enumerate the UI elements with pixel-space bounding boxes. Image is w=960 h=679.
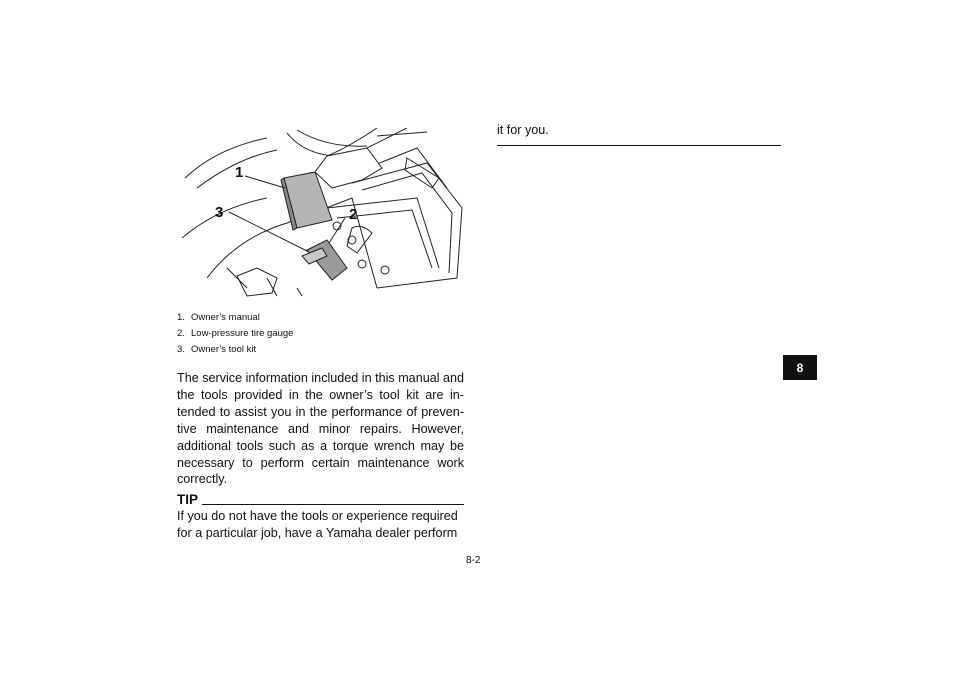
caption-number: 1. [177, 312, 185, 323]
callout-3: 3 [215, 204, 224, 221]
tip-rule [202, 504, 464, 505]
caption-item [177, 326, 293, 342]
body-paragraph: The service information included in this manual and the tools provided in the owner’s tool kit are in-tended to assist you in the performance of preven-tive maintenance and minor repairs. However, additional tools such as a torque wrench may be necessary to perform certain maintenance work correctly. [177, 371, 465, 487]
caption-text: Low-pressure tire gauge [191, 328, 294, 339]
tip-end-rule [497, 145, 781, 146]
caption-number: 3. [177, 344, 185, 355]
tip-label: TIP [177, 492, 199, 507]
page-number: 8-2 [466, 555, 481, 566]
callout-1: 1 [235, 164, 244, 181]
tip-continuation: it for you. [497, 123, 549, 137]
chapter-tab: 8 [783, 355, 817, 380]
caption-item [177, 342, 293, 358]
tip-text: If you do not have the tools or experience required for a particular job, have a Yamaha dealer perform [177, 509, 458, 540]
tip-heading [177, 491, 464, 507]
figure-captions [177, 310, 293, 358]
caption-number: 2. [177, 328, 185, 339]
caption-text: Owner’s tool kit [191, 344, 257, 355]
caption-text: Owner’s manual [191, 312, 260, 323]
tool-storage-illustration [177, 128, 470, 298]
caption-item [177, 310, 293, 326]
callout-2: 2 [349, 206, 358, 223]
